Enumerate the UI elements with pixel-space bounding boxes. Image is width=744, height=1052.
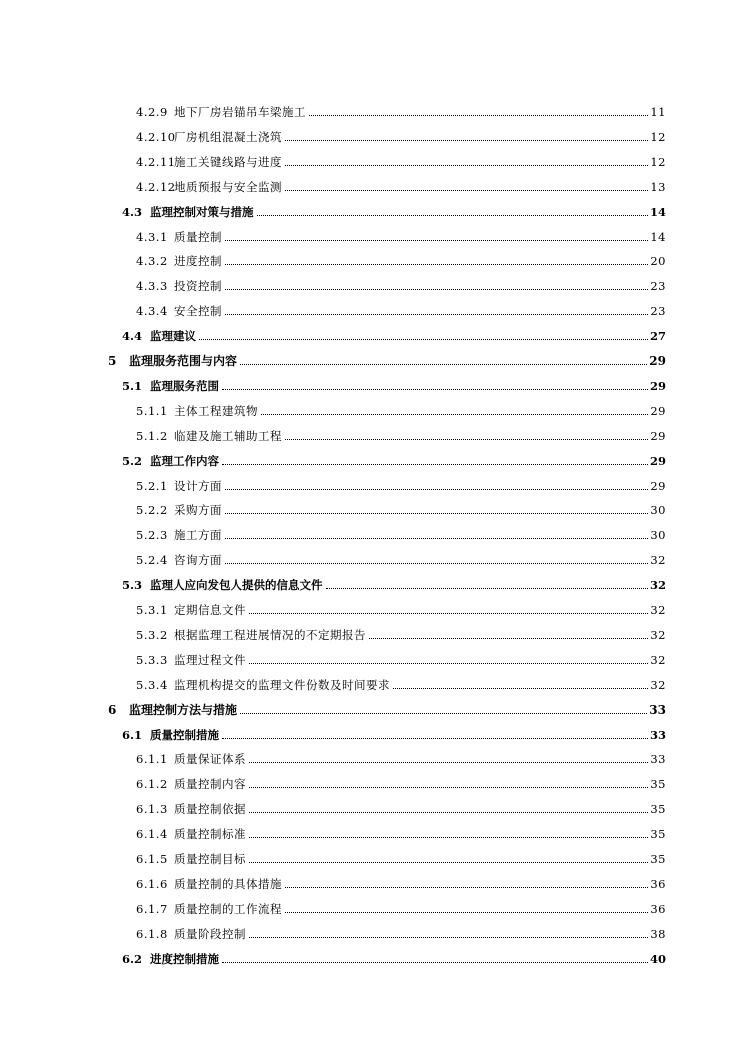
dot-leader [222, 738, 648, 739]
toc-entry-page-number: 36 [650, 876, 666, 891]
dot-leader [369, 638, 648, 639]
toc-entry-number: 4.3 [122, 204, 143, 219]
dot-leader [222, 464, 648, 465]
toc-entry-title: 质量控制 [174, 229, 222, 244]
toc-entry[interactable] [136, 923, 666, 941]
dot-leader [225, 240, 648, 241]
toc-entry-page-number: 29 [649, 378, 666, 393]
dot-leader [249, 787, 648, 788]
toc-entry-page-number: 38 [650, 926, 666, 941]
toc-entry[interactable] [136, 624, 666, 642]
toc-entry-title: 监理控制对策与措施 [150, 204, 254, 219]
toc-entry[interactable] [122, 450, 666, 468]
toc-entry[interactable] [136, 101, 666, 119]
toc-entry-number: 5.1.1 [136, 403, 168, 418]
toc-entry[interactable] [122, 325, 666, 343]
toc-entry[interactable] [136, 898, 666, 916]
dot-leader [222, 962, 648, 963]
toc-entry-title: 采购方面 [174, 503, 222, 518]
toc-entry-page-number: 33 [650, 752, 666, 767]
toc-entry-page-number: 36 [650, 901, 666, 916]
toc-entry-number: 6.1.5 [136, 852, 168, 866]
toc-entry-number: 6 [108, 702, 117, 717]
toc-entry[interactable] [136, 126, 666, 144]
toc-entry-number: 5 [108, 354, 117, 368]
dot-leader [309, 115, 648, 116]
toc-entry-number: 4.3.3 [136, 279, 168, 294]
toc-entry-title: 进度控制 [174, 254, 222, 269]
toc-entry-number: 5.2.2 [136, 503, 168, 518]
toc-entry-title: 地下厂房岩锚吊车梁施工 [174, 105, 306, 119]
toc-entry-page-number: 32 [650, 553, 666, 568]
toc-entry-number: 6.2 [122, 951, 143, 966]
toc-entry-page-number: 40 [649, 951, 666, 966]
toc-entry-number: 4.2.12 [136, 179, 176, 194]
toc-entry-number: 5.3.3 [136, 652, 168, 667]
dot-leader [249, 812, 648, 813]
toc-entry-page-number: 32 [650, 677, 666, 692]
toc-entry-title: 临建及施工辅助工程 [174, 428, 282, 443]
dot-leader [249, 937, 648, 938]
toc-entry-page-number: 32 [650, 652, 666, 667]
toc-entry-page-number: 29 [650, 403, 666, 418]
toc-entry-number: 5.1 [122, 378, 143, 393]
dot-leader [285, 439, 648, 440]
dot-leader [240, 364, 647, 365]
toc-entry-number: 6.1.2 [136, 777, 168, 792]
toc-entry-number: 5.3.1 [136, 603, 168, 617]
toc-entry-title: 安全控制 [174, 304, 222, 319]
toc-entry[interactable] [122, 375, 666, 393]
toc-entry[interactable] [136, 649, 666, 667]
toc-entry-title: 定期信息文件 [174, 603, 246, 617]
toc-entry-page-number: 32 [649, 578, 666, 593]
toc-entry[interactable] [136, 674, 666, 692]
toc-entry-page-number: 29 [650, 428, 666, 443]
toc-entry-title: 厂房机组混凝土浇筑 [174, 129, 282, 144]
dot-leader [393, 688, 648, 689]
toc-entry-title: 施工方面 [174, 528, 222, 543]
toc-entry-title: 质量控制内容 [174, 777, 246, 792]
toc-entry-number: 5.2.1 [136, 478, 168, 493]
toc-entry-title: 质量阶段控制 [174, 926, 246, 941]
toc-entry-number: 5.3 [122, 578, 143, 593]
toc-entry-number: 4.3.4 [136, 304, 168, 319]
toc-entry-number: 6.1 [122, 727, 143, 742]
toc-entry-page-number: 30 [650, 528, 666, 543]
toc-entry-page-number: 12 [650, 154, 666, 169]
toc-entry[interactable] [136, 151, 666, 169]
toc-entry[interactable] [136, 873, 666, 891]
toc-entry[interactable] [136, 475, 666, 493]
toc-entry[interactable] [108, 699, 666, 717]
toc-entry[interactable] [136, 176, 666, 194]
dot-leader [285, 887, 648, 888]
toc-entry[interactable] [136, 250, 666, 268]
dot-leader [261, 414, 648, 415]
toc-entry[interactable] [136, 599, 666, 617]
dot-leader [249, 613, 648, 614]
toc-entry-title: 监理服务范围与内容 [129, 354, 238, 368]
toc-entry-page-number: 35 [650, 827, 666, 842]
toc-entry-title: 投资控制 [174, 279, 222, 294]
toc-entry[interactable] [136, 773, 666, 791]
toc-entry-page-number: 20 [650, 254, 666, 269]
toc-entry[interactable] [136, 798, 666, 816]
toc-entry-title: 监理机构提交的监理文件份数及时间要求 [174, 677, 390, 692]
toc-entry-number: 5.2.4 [136, 553, 168, 568]
toc-entry-title: 质量控制措施 [150, 727, 219, 742]
toc-entry-title: 质量控制的工作流程 [174, 901, 282, 916]
toc-entry-page-number: 29 [650, 478, 666, 493]
toc-entry-page-number: 29 [649, 354, 666, 368]
toc-entry-page-number: 23 [650, 304, 666, 319]
toc-entry[interactable] [136, 499, 666, 517]
toc-entry[interactable] [136, 524, 666, 542]
toc-entry-page-number: 29 [649, 453, 666, 468]
toc-entry-page-number: 35 [650, 777, 666, 792]
dot-leader [199, 339, 648, 340]
toc-entry[interactable] [136, 848, 666, 866]
toc-entry-number: 4.2.11 [136, 154, 176, 169]
toc-entry-title: 质量控制的具体措施 [174, 876, 282, 891]
dot-leader [249, 762, 648, 763]
toc-entry-page-number: 32 [650, 603, 666, 617]
toc-entry[interactable] [122, 574, 666, 592]
toc-entry[interactable] [136, 275, 666, 293]
dot-leader [249, 663, 648, 664]
dot-leader [222, 389, 648, 390]
toc-entry-title: 监理人应向发包人提供的信息文件 [150, 578, 323, 593]
toc-entry-title: 质量保证体系 [174, 752, 246, 767]
toc-entry-page-number: 27 [649, 329, 666, 344]
toc-entry-page-number: 35 [650, 852, 666, 866]
toc-entry[interactable] [136, 549, 666, 567]
toc-entry-number: 4.2.9 [136, 105, 168, 119]
toc-entry[interactable] [122, 948, 666, 966]
dot-leader [225, 489, 648, 490]
toc-entry-page-number: 32 [650, 627, 666, 642]
toc-entry[interactable] [122, 724, 666, 742]
toc-entry-number: 4.4 [122, 329, 143, 344]
toc-entry-title: 设计方面 [174, 478, 222, 493]
dot-leader [225, 513, 648, 514]
toc-entry-number: 5.3.4 [136, 677, 168, 692]
toc-entry-number: 6.1.4 [136, 827, 168, 842]
toc-entry-title: 质量控制目标 [174, 852, 246, 866]
dot-leader [225, 563, 648, 564]
toc-entry-number: 6.1.1 [136, 752, 168, 767]
toc-entry-number: 5.2.3 [136, 528, 168, 543]
toc-entry-number: 4.2.10 [136, 129, 176, 144]
toc-entry-title: 根据监理工程进展情况的不定期报告 [174, 627, 366, 642]
dot-leader [285, 140, 648, 141]
toc-entry-number: 5.2 [122, 453, 143, 468]
dot-leader [225, 264, 648, 265]
dot-leader [225, 314, 648, 315]
toc-entry-title: 监理建议 [150, 329, 196, 344]
dot-leader [257, 215, 648, 216]
dot-leader [326, 588, 648, 589]
toc-entry[interactable] [136, 300, 666, 318]
toc-entry-title: 主体工程建筑物 [174, 403, 258, 418]
toc-entry-title: 地质预报与安全监测 [174, 179, 282, 194]
toc-entry-page-number: 33 [649, 702, 666, 717]
toc-entry-title: 咨询方面 [174, 553, 222, 568]
toc-entry-number: 5.3.2 [136, 627, 168, 642]
toc-entry-page-number: 11 [650, 105, 666, 119]
dot-leader [249, 837, 648, 838]
dot-leader [285, 165, 648, 166]
toc-entry-number: 6.1.8 [136, 926, 168, 941]
toc-entry-title: 监理服务范围 [150, 378, 219, 393]
dot-leader [225, 538, 648, 539]
toc-entry[interactable] [136, 748, 666, 766]
toc-entry[interactable] [108, 350, 666, 368]
toc-entry-page-number: 12 [650, 129, 666, 144]
toc-entry-page-number: 33 [649, 727, 666, 742]
toc-entry-page-number: 14 [649, 204, 666, 219]
toc-entry-title: 质量控制标准 [174, 827, 246, 842]
toc-entry-title: 进度控制措施 [150, 951, 219, 966]
toc-entry-title: 监理控制方法与措施 [129, 702, 238, 717]
toc-entry-number: 6.1.6 [136, 876, 168, 891]
dot-leader [285, 912, 648, 913]
toc-entry-number: 6.1.3 [136, 802, 168, 817]
toc-entry-page-number: 13 [650, 179, 666, 194]
toc-entry-title: 监理过程文件 [174, 652, 246, 667]
toc-entry[interactable] [136, 425, 666, 443]
toc-entry-number: 5.1.2 [136, 428, 168, 443]
toc-entry-title: 监理工作内容 [150, 453, 219, 468]
dot-leader [225, 289, 648, 290]
dot-leader [240, 713, 647, 714]
toc-entry-title: 施工关键线路与进度 [174, 154, 282, 169]
dot-leader [249, 862, 648, 863]
toc-entry-number: 6.1.7 [136, 901, 168, 916]
toc-entry-page-number: 30 [650, 503, 666, 518]
toc-entry-page-number: 35 [650, 802, 666, 817]
toc-entry[interactable] [136, 823, 666, 841]
toc-entry[interactable] [136, 400, 666, 418]
toc-entry-number: 4.3.2 [136, 254, 168, 269]
toc-entry[interactable] [122, 201, 666, 219]
toc-entry[interactable] [136, 226, 666, 244]
toc-entry-title: 质量控制依据 [174, 802, 246, 817]
toc-entry-number: 4.3.1 [136, 229, 168, 244]
dot-leader [285, 190, 648, 191]
toc-entry-page-number: 14 [650, 229, 666, 244]
toc-entry-page-number: 23 [650, 279, 666, 294]
